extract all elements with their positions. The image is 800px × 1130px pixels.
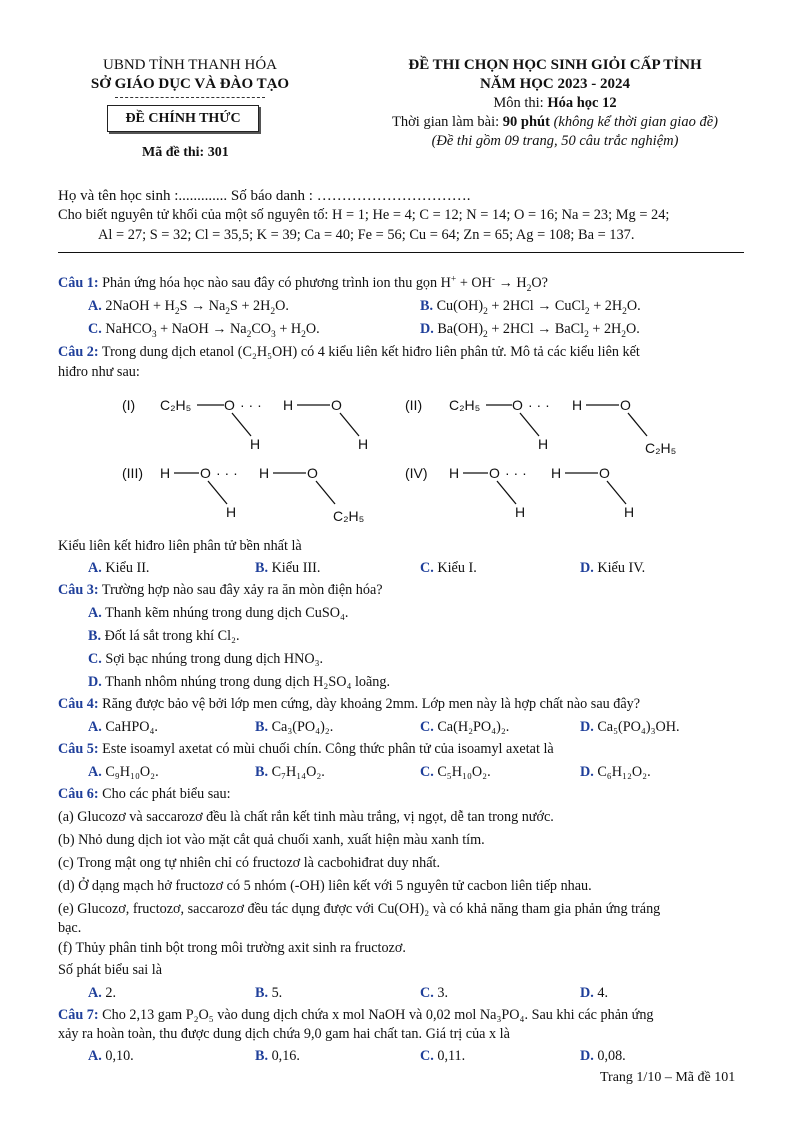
q1-text-c: → H — [495, 275, 527, 291]
diagram-2-dots: · · · — [528, 397, 550, 413]
question-7 — [58, 1007, 654, 1024]
q7-option-d-text: 0,08. — [593, 1048, 626, 1064]
official-label: ĐỀ CHÍNH THỨC — [125, 111, 241, 126]
question-3 — [58, 582, 383, 599]
q2-option-d-text: Kiểu IV. — [593, 560, 646, 576]
header-divider — [115, 97, 265, 98]
q7-option-d[interactable] — [580, 1048, 626, 1065]
page-footer: Trang 1/10 – Mã đề 101 — [600, 1070, 736, 1085]
diagram-2-bond — [520, 413, 539, 436]
diagram-label-4: (IV) — [405, 465, 428, 481]
question-2 — [58, 344, 640, 361]
diagram-3-h0: H — [160, 465, 171, 481]
q6-option-c[interactable] — [420, 985, 448, 1002]
diagram-1-c2h5: C₂H₅ — [160, 397, 192, 413]
q3-option-a-label: A. — [88, 605, 102, 621]
q2-option-d-label: D. — [580, 560, 594, 576]
q2-option-a-label: A. — [88, 560, 102, 576]
q5-option-c-text: C₅H₁₀O₂. — [433, 764, 491, 780]
diagram-3-bond — [316, 481, 335, 504]
q1-option-d-label: D. — [420, 321, 434, 337]
q1-option-b-label: B. — [420, 298, 434, 314]
q3-option-a[interactable] — [88, 605, 348, 622]
diagram-4-h1: H — [551, 465, 562, 481]
q1-option-c-label: C. — [88, 321, 102, 337]
q5-option-a-text: C₉H₁₀O₂. — [101, 764, 159, 780]
diagram-4-o2: O — [599, 465, 610, 481]
diagram-3-dots: · · · — [216, 465, 238, 481]
question-5 — [58, 741, 554, 758]
q4-option-d[interactable] — [580, 719, 680, 736]
q7-option-c-text: 0,11. — [433, 1048, 466, 1064]
q7-option-c-label: C. — [420, 1048, 434, 1064]
q3-option-d-text: Thanh nhôm nhúng trong dung dịch H₂SO₄ loãng. — [101, 674, 391, 690]
diagram-3-bond — [208, 481, 227, 504]
diagram-1-bond — [232, 413, 251, 436]
time-note: (không kể thời gian giao đề) — [553, 114, 718, 130]
q5-option-a[interactable] — [88, 764, 159, 781]
subject-label: Môn thi: — [493, 95, 548, 111]
question-1-label: Câu 1: — [58, 275, 99, 291]
diagram-2-c2h5: C₂H₅ — [449, 397, 481, 413]
q2-option-b-label: B. — [255, 560, 269, 576]
question-4-label: Câu 4: — [58, 696, 99, 712]
q3-option-d[interactable] — [88, 674, 390, 691]
q6-statement-a: (a) Glucozơ và saccarozơ đều là chất rắn kết tinh màu trắng, vị ngọt, dễ tan trong nước. — [58, 809, 554, 825]
q1-sup-plus: + — [450, 274, 457, 285]
q6-statement-d: (d) Ở dạng mạch hở fructozơ có 5 nhóm (-OH) liên kết với 5 nguyên tử cacbon liên tiếp nhau. — [58, 878, 592, 894]
q7-option-c[interactable] — [420, 1048, 465, 1065]
hydrogen-bond-diagram — [0, 385, 800, 535]
diagram-4-dots: · · · — [505, 465, 527, 481]
q4-option-c-text: Ca(H₂PO₄)₂. — [433, 719, 510, 735]
q1-option-c[interactable]: C. NaHCO$_3$ + NaOH → $Na_2CO_3 + H_2O$. — [88, 321, 320, 340]
q1-sup-minus: - — [491, 274, 496, 285]
q6-option-d[interactable] — [580, 985, 608, 1002]
q6-statement-e-cont: bạc. — [58, 920, 82, 936]
q7-option-b[interactable] — [255, 1048, 300, 1065]
q2-option-c-text: Kiểu I. — [433, 560, 477, 576]
q1-sub-two: 2 — [526, 283, 532, 294]
q6-option-d-text: 4. — [593, 985, 608, 1001]
diagram-3-h2: H — [226, 504, 237, 520]
q2-option-b-text: Kiểu III. — [268, 560, 321, 576]
student-line: Họ và tên học sinh :............. Số báo danh : …………………………. — [58, 188, 471, 204]
q4-text: Răng được bảo vệ bởi lớp men cứng, dày khoảng 2mm. Lớp men này là hợp chất nào sau đây? — [98, 696, 641, 712]
q1-option-a[interactable]: A. 2NaOH + $H_2S \to Na_2S + 2H_2O$. — [88, 298, 289, 317]
q5-option-d-text: C₆H₁₂O₂. — [593, 764, 651, 780]
time-line — [340, 114, 770, 131]
question-2-label: Câu 2: — [58, 344, 99, 360]
q2-ask: Kiểu liên kết hiđro liên phân tử bền nhất là — [58, 538, 302, 554]
q1-text-d: O? — [531, 275, 548, 291]
diagram-1-dots: · · · — [240, 397, 262, 413]
diagram-3-c2h5: C₂H₅ — [333, 508, 365, 524]
diagram-1-h1: H — [283, 397, 294, 413]
q5-option-c-label: C. — [420, 764, 434, 780]
q4-option-b-label: B. — [255, 719, 269, 735]
header-rule — [58, 252, 744, 253]
q4-option-b-text: Ca₃(PO₄)₂. — [268, 719, 334, 735]
q6-option-a[interactable] — [88, 985, 116, 1002]
q3-option-a-text: Thanh kẽm nhúng trong dung dịch CuSO₄. — [101, 605, 349, 621]
atomic-masses-line2: Al = 27; S = 32; Cl = 35,5; K = 39; Ca = 40; Fe = 56; Cu = 64; Zn = 65; Ag = 108; Ba = 137. — [98, 227, 635, 243]
q1-option-a-label: A. — [88, 298, 102, 314]
q3-option-b-label: B. — [88, 628, 102, 644]
q3-option-c-text: Sợi bạc nhúng trong dung dịch HNO₃. — [101, 651, 324, 667]
q4-option-d-label: D. — [580, 719, 594, 735]
q6-statement-b: (b) Nhỏ dung dịch iot vào mặt cắt quả chuối xanh, xuất hiện màu xanh tím. — [58, 832, 485, 848]
question-4 — [58, 696, 640, 713]
question-5-label: Câu 5: — [58, 741, 99, 757]
q6-statement-e: (e) Glucozơ, fructozơ, saccarozơ đều tác dụng được với Cu(OH)₂ và có khả năng tham gia phản ứng tráng — [58, 901, 661, 917]
time-value: 90 phút — [502, 114, 550, 130]
question-7-label: Câu 7: — [58, 1007, 99, 1023]
diagram-4-h2: H — [515, 504, 526, 520]
q6-statement-c: (c) Trong mật ong tự nhiên chỉ có fructozơ là cacbohiđrat duy nhất. — [58, 855, 440, 871]
diagram-1-o1: O — [224, 397, 235, 413]
question-1 — [58, 275, 548, 292]
q1-text-a: Phản ứng hóa học nào sau đây có phương trình ion thu gọn H — [98, 275, 451, 291]
q5-option-d[interactable] — [580, 764, 651, 781]
q6-option-d-label: D. — [580, 985, 594, 1001]
official-box — [107, 105, 259, 132]
q3-option-b[interactable] — [88, 628, 240, 645]
q7-text-l1: Cho 2,13 gam P₂O₅ vào dung dịch chứa x mol NaOH và 0,02 mol Na₃PO₄. Sau khi các phản ứng — [98, 1007, 654, 1023]
exam-code: Mã đề thi: 301 — [142, 145, 229, 160]
q7-option-b-text: 0,16. — [268, 1048, 300, 1064]
question-7-cont: xảy ra hoàn toàn, thu được dung dịch chứa 9,0 gam hai chất tan. Giá trị của x là — [58, 1026, 510, 1042]
q2-option-d[interactable] — [580, 560, 645, 577]
q3-option-c[interactable] — [88, 651, 323, 668]
q4-option-b[interactable] — [255, 719, 333, 736]
question-3-label: Câu 3: — [58, 582, 99, 598]
q4-option-a[interactable] — [88, 719, 158, 736]
q2-option-c[interactable] — [420, 560, 477, 577]
q2-option-a[interactable] — [88, 560, 149, 577]
diagram-label-1: (I) — [122, 397, 136, 413]
q5-option-a-label: A. — [88, 764, 102, 780]
q7-option-b-label: B. — [255, 1048, 269, 1064]
q4-option-c-label: C. — [420, 719, 434, 735]
q7-option-a-text: 0,10. — [101, 1048, 134, 1064]
diagram-1-h2: H — [250, 436, 261, 452]
diagram-1-o2: O — [331, 397, 342, 413]
diagram-3-h1: H — [259, 465, 270, 481]
diagram-3-o2: O — [307, 465, 318, 481]
authority-name: UBND TỈNH THANH HÓA — [102, 57, 278, 73]
q2-option-c-label: C. — [420, 560, 434, 576]
q5-option-c[interactable] — [420, 764, 491, 781]
diagram-4-o1: O — [489, 465, 500, 481]
exam-title: ĐỀ THI CHỌN HỌC SINH GIỎI CẤP TỈNH — [408, 57, 702, 73]
q7-option-d-label: D. — [580, 1048, 594, 1064]
subject-line — [355, 95, 755, 112]
q3-option-c-label: C. — [88, 651, 102, 667]
q7-option-a-label: A. — [88, 1048, 102, 1064]
q6-statement-f: (f) Thủy phân tinh bột trong môi trường axit sinh ra fructozơ. — [58, 940, 406, 956]
diagram-3-o1: O — [200, 465, 211, 481]
q1-option-b[interactable]: B. $Cu(OH)_2 + 2HCl$ → CuCl$_2$ + $2H_2O$. — [420, 298, 641, 317]
atomic-masses-line1: Cho biết nguyên tử khối của một số nguyên tố: H = 1; He = 4; C = 12; N = 14; O = 16; Na = 23; Mg = 24; — [58, 207, 670, 223]
diagram-2-bond — [628, 413, 647, 436]
q6-option-b-label: B. — [255, 985, 269, 1001]
q6-option-a-text: 2. — [101, 985, 116, 1001]
q5-option-d-label: D. — [580, 764, 594, 780]
q6-option-b[interactable] — [255, 985, 282, 1002]
q5-option-b[interactable] — [255, 764, 325, 781]
question-2-cont: hiđro như sau: — [58, 364, 140, 380]
q5-option-b-text: C₇H₁₄O₂. — [268, 764, 325, 780]
q5-text: Este isoamyl axetat có mùi chuối chín. Công thức phân tử của isoamyl axetat là — [98, 741, 554, 757]
diagram-2-c2h5b: C₂H₅ — [645, 440, 677, 456]
school-year: NĂM HỌC 2023 - 2024 — [480, 76, 630, 92]
q4-option-a-text: CaHPO₄. — [101, 719, 158, 735]
time-label: Thời gian làm bài: — [392, 114, 503, 130]
question-6 — [58, 786, 231, 803]
diagram-2-o2: O — [620, 397, 631, 413]
department-name: SỞ GIÁO DỤC VÀ ĐÀO TẠO — [90, 76, 290, 92]
q6-option-c-label: C. — [420, 985, 434, 1001]
q5-option-b-label: B. — [255, 764, 269, 780]
diagram-label-2: (II) — [405, 397, 423, 413]
q3-option-b-text: Đốt lá sắt trong khí Cl₂. — [101, 628, 240, 644]
q6-option-c-text: 3. — [433, 985, 448, 1001]
diagram-4-h0: H — [449, 465, 460, 481]
q1-text-b: + OH — [456, 275, 492, 291]
q7-option-a[interactable] — [88, 1048, 134, 1065]
diagram-1-h3: H — [358, 436, 369, 452]
q3-option-d-label: D. — [88, 674, 102, 690]
diagram-4-bond — [497, 481, 516, 504]
q1-option-d[interactable]: D. $Ba(OH)_2 + 2HCl$ → BaCl$_2$ + $2H_2O$. — [420, 321, 640, 340]
diagram-2-o1: O — [512, 397, 523, 413]
diagram-2-h2: H — [538, 436, 549, 452]
q6-option-b-text: 5. — [268, 985, 283, 1001]
q6-option-a-label: A. — [88, 985, 102, 1001]
subject-value: Hóa học 12 — [547, 95, 617, 111]
q2-option-b[interactable] — [255, 560, 320, 577]
q6-ask: Số phát biểu sai là — [58, 962, 163, 978]
diagram-4-bond — [607, 481, 626, 504]
diagram-2-h1: H — [572, 397, 583, 413]
q4-option-d-text: Ca₅(PO₄)₃OH. — [593, 719, 680, 735]
q2-option-a-text: Kiểu II. — [101, 560, 150, 576]
q6-text: Cho các phát biểu sau: — [98, 786, 231, 802]
q4-option-a-label: A. — [88, 719, 102, 735]
pages-note: (Đề thi gồm 09 trang, 50 câu trắc nghiệm) — [431, 133, 679, 149]
diagram-1-bond — [340, 413, 359, 436]
q4-option-c[interactable] — [420, 719, 509, 736]
diagram-label-3: (III) — [122, 465, 143, 481]
diagram-4-h3: H — [624, 504, 635, 520]
question-6-label: Câu 6: — [58, 786, 99, 802]
q2-text-l1: Trong dung dịch etanol (C₂H₅OH) có 4 kiểu liên kết hiđro liên phân tử. Mô tả các kiểu liên kết — [98, 344, 640, 360]
q3-text: Trường hợp nào sau đây xảy ra ăn mòn điện hóa? — [98, 582, 383, 598]
